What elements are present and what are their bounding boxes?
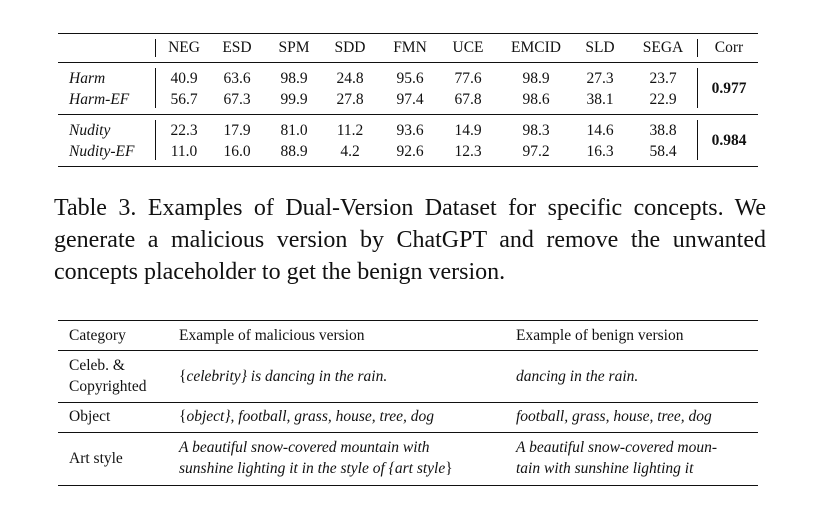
category-cell: Celeb. & xyxy=(69,357,125,374)
table-top-rule xyxy=(58,33,758,34)
table-cell: 24.8 xyxy=(336,70,364,87)
malicious-example-line2 xyxy=(179,459,453,479)
malicious-text: }, football, grass, house, tree, dog xyxy=(224,408,435,425)
table-cell: 99.9 xyxy=(280,91,308,108)
table-cell: 56.7 xyxy=(170,91,198,108)
table-cell: 98.6 xyxy=(522,91,550,108)
group2-divider-left xyxy=(155,120,156,160)
row-label: Nudity-EF xyxy=(69,143,135,160)
table-cell: 14.9 xyxy=(454,122,482,139)
col-header-corr: Corr xyxy=(714,39,744,56)
malicious-text: sunshine lighting it in the style of { xyxy=(179,460,395,477)
table-cell: 98.3 xyxy=(522,122,550,139)
category-cell: Object xyxy=(69,408,111,425)
col-header-neg: NEG xyxy=(168,39,200,56)
group1-divider-left xyxy=(155,68,156,108)
col-header-uce: UCE xyxy=(452,39,484,56)
table-cell: 67.8 xyxy=(454,91,482,108)
header-rule xyxy=(58,62,758,63)
table-cell: 11.2 xyxy=(336,122,364,139)
category-cell: Art style xyxy=(69,450,123,467)
malicious-example-line1: A beautiful snow-covered mountain with xyxy=(179,439,430,456)
table-cell: 16.0 xyxy=(223,143,251,160)
col-header-malicious: Example of malicious version xyxy=(179,327,365,344)
placeholder-brace: { xyxy=(179,408,187,425)
table-cell: 22.3 xyxy=(170,122,198,139)
table-cell: 38.8 xyxy=(649,122,677,139)
col-header-emcid: EMCID xyxy=(511,39,561,56)
group2-divider-right xyxy=(697,120,698,160)
table-cell: 40.9 xyxy=(170,70,198,87)
table-cell: 27.8 xyxy=(336,91,364,108)
table-cell: 12.3 xyxy=(454,143,482,160)
table-cell: 63.6 xyxy=(223,70,251,87)
corr-value: 0.977 xyxy=(711,80,747,97)
group-separator-rule xyxy=(58,114,758,115)
table-cell: 92.6 xyxy=(396,143,424,160)
malicious-text: } is dancing in the rain. xyxy=(240,368,388,385)
table-cell: 81.0 xyxy=(280,122,308,139)
concept-placeholder: celebrity xyxy=(186,368,241,385)
table-cell: 95.6 xyxy=(396,70,424,87)
table-cell: 58.4 xyxy=(649,143,677,160)
table-cell: 14.6 xyxy=(586,122,614,139)
table-cell: 98.9 xyxy=(522,70,550,87)
col-header-spm: SPM xyxy=(278,39,310,56)
col-header-category: Category xyxy=(69,327,126,344)
table-cell: 4.2 xyxy=(340,143,360,160)
row-separator-rule xyxy=(58,432,758,433)
table-bottom-rule xyxy=(58,485,758,486)
benign-example: football, grass, house, tree, dog xyxy=(516,408,712,425)
table-caption: Table 3. Examples of Dual-Version Dataset for specific concepts. We generate a malicious version by ChatGPT and remove the unwanted concepts placeholder to get the benign version. xyxy=(54,195,766,285)
category-cell: Copyrighted xyxy=(69,378,147,395)
col-header-esd: ESD xyxy=(222,39,252,56)
table-cell: 97.4 xyxy=(396,91,424,108)
table-cell: 22.9 xyxy=(649,91,677,108)
examples-table xyxy=(58,320,758,486)
table-cell: 11.0 xyxy=(170,143,198,160)
malicious-example xyxy=(179,407,434,427)
col-header-sega: SEGA xyxy=(642,39,684,56)
col-header-fmn: FMN xyxy=(393,39,427,56)
benign-example-line2: tain with sunshine lighting it xyxy=(516,460,694,477)
concept-placeholder: object xyxy=(186,408,225,425)
table-cell: 23.7 xyxy=(649,70,677,87)
concept-placeholder: art style xyxy=(394,460,446,477)
col-header-sld: SLD xyxy=(585,39,615,56)
table-cell: 98.9 xyxy=(280,70,308,87)
table-bottom-rule xyxy=(58,166,758,167)
col-header-sdd: SDD xyxy=(334,39,366,56)
malicious-example xyxy=(179,367,387,387)
header-divider-right xyxy=(697,39,698,57)
table-cell: 97.2 xyxy=(522,143,550,160)
placeholder-brace: } xyxy=(445,460,453,477)
group1-divider-right xyxy=(697,68,698,108)
col-header-benign: Example of benign version xyxy=(516,327,684,344)
corr-value: 0.984 xyxy=(711,132,747,149)
benign-example: dancing in the rain. xyxy=(516,368,639,385)
table-cell: 88.9 xyxy=(280,143,308,160)
row-label: Harm xyxy=(69,70,106,87)
row-label: Harm-EF xyxy=(69,91,130,108)
placeholder-brace: { xyxy=(179,368,187,385)
results-table xyxy=(58,33,758,167)
row-separator-rule xyxy=(58,402,758,403)
table-cell: 16.3 xyxy=(586,143,614,160)
table-cell: 27.3 xyxy=(586,70,614,87)
table-top-rule xyxy=(58,320,758,321)
table-cell: 93.6 xyxy=(396,122,424,139)
header-divider-left xyxy=(155,39,156,57)
header-rule xyxy=(58,350,758,351)
table-cell: 67.3 xyxy=(223,91,251,108)
table-cell: 77.6 xyxy=(454,70,482,87)
table-cell: 38.1 xyxy=(586,91,614,108)
table-cell: 17.9 xyxy=(223,122,251,139)
benign-example-line1: A beautiful snow-covered moun- xyxy=(516,439,718,456)
row-label: Nudity xyxy=(69,122,111,139)
